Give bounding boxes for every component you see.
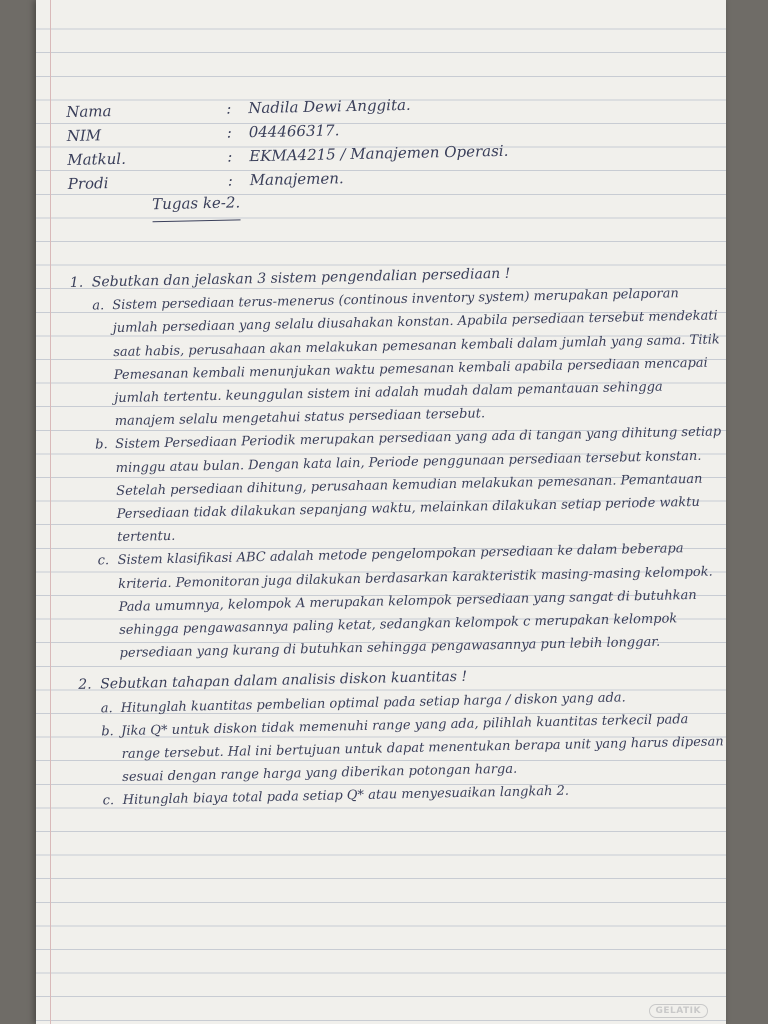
header-label: Nama xyxy=(66,102,112,121)
handwritten-text xyxy=(66,86,726,813)
item-marker: a. xyxy=(100,700,113,717)
header-separator: : xyxy=(227,171,233,190)
margin-line xyxy=(50,0,51,1024)
item-marker: a. xyxy=(92,298,105,314)
item-text: Sistem klasifikasi ABC adalah metode pengelompokan persediaan ke dalam beberapa kriteria. Pemonitoran juga dilakukan berdasarkan karakteristik masing-masing kelompok. Pada umumnya, kelompok A merupakan kelompok persediaan yang sangat di butuhkan sehingga pengawasannya paling ketat, sedangkan kelompok c merupakan kelompok persediaan yang kurang di butuhkan sehingga pengawasannya pun lebih longgar. xyxy=(117,541,713,662)
notebook-page xyxy=(36,0,726,1024)
item-marker: b. xyxy=(101,724,114,740)
item-text: Hitunglah kuantitas pembelian optimal pada setiap harga / diskon yang ada. xyxy=(120,690,626,716)
answer-item xyxy=(90,282,723,434)
header-value: EKMA4215 / Manajemen Operasi. xyxy=(249,141,509,166)
item-text: Jika Q* untuk diskon tidak memenuhi range yang ada, pilihlah kuantitas terkecil pada range tersebut. Hal ini bertujuan untuk dapat menentukan berapa unit yang harus dipesan sesuai dengan range harga yang diberikan potongan harga. xyxy=(121,711,724,786)
question-prompt: Sebutkan tahapan dalam analisis diskon kuantitas ! xyxy=(100,669,468,693)
answer-item xyxy=(99,707,726,790)
header-label: NIM xyxy=(66,126,102,145)
item-marker: b. xyxy=(95,437,108,453)
header-separator: : xyxy=(227,147,233,166)
header-value: Manajemen. xyxy=(249,169,344,190)
question-prompt: Sebutkan dan jelaskan 3 sistem pengendalian persediaan ! xyxy=(91,265,511,291)
item-marker: c. xyxy=(97,553,110,569)
question-number: 1. xyxy=(69,274,84,291)
header-label: Matkul. xyxy=(67,149,127,169)
header-value: 044466317. xyxy=(248,121,340,142)
header-label: Prodi xyxy=(67,174,109,193)
item-marker: c. xyxy=(102,793,115,809)
brand-stamp: GELATIK xyxy=(649,1004,709,1018)
answer-item xyxy=(93,421,725,550)
question-2 xyxy=(78,661,726,814)
question-number: 2. xyxy=(78,677,92,694)
question-1 xyxy=(70,258,726,666)
header-separator: : xyxy=(226,123,232,142)
answer-item xyxy=(95,537,726,666)
item-text: Hitunglah biaya total pada setiap Q* atau menyesuaikan langkah 2. xyxy=(122,784,570,809)
item-text: Sistem Persediaan Periodik merupakan persediaan yang ada di tangan yang dihitung setiap minggu atau bulan. Dengan kata lain, Periode penggunaan persediaan tersebut konstan. Setelah persediaan dihitung, perusahaan kemudian melakukan pemesanan. Pemantauan Persediaan tidak dilakukan sepanjang waktu, melainkan dilakukan setiap periode waktu tertentu. xyxy=(115,424,722,546)
header-block xyxy=(66,86,718,224)
assignment-title: Tugas ke-2. xyxy=(152,193,241,222)
header-value: Nadila Dewi Anggita. xyxy=(248,95,411,118)
header-separator: : xyxy=(226,99,232,118)
item-text: Sistem persediaan terus-menerus (continous inventory system) merupakan pelaporan jumlah persediaan yang selalu diusahakan konstan. Apabila persediaan tersebut mendekati saat habis, perusahaan akan melakukan pemesanan kembali dalam jumlah yang sama. Titik Pemesanan kembali menunjukan waktu pemesanan kembali apabila persediaan mencapai jumlah tertentu. keunggulan sistem ini adalah mudah dalam pemantauan sehingga manajem selalu mengetahui status persediaan tersebut. xyxy=(112,286,720,430)
